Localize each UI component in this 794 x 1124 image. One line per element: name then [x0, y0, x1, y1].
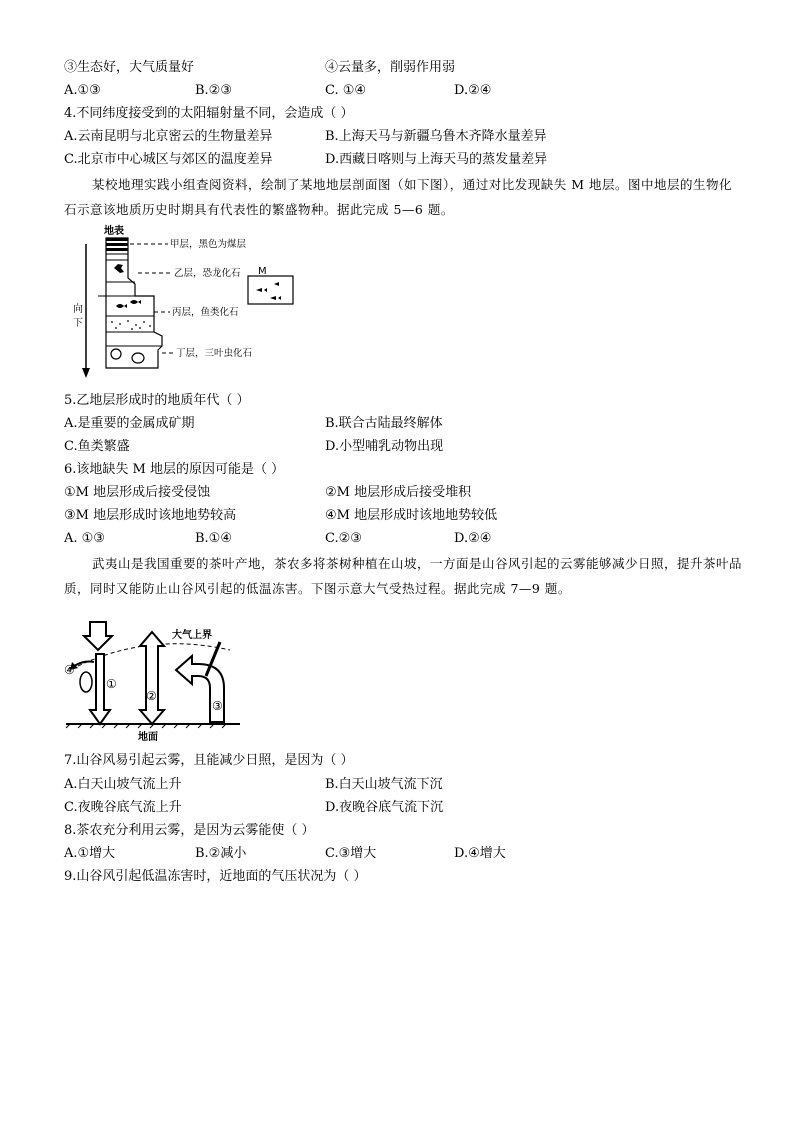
q6-stem: 6.该地缺失 M 地层的原因可能是（ ）	[64, 462, 285, 477]
layer-ding-label: 丁层，三叶虫化石	[176, 348, 253, 359]
q6-option-2: ②M 地层形成后接受堆积	[325, 485, 472, 500]
strata-profile-figure	[70, 224, 310, 380]
q5-choice-c[interactable]: C.鱼类繁盛	[64, 439, 130, 454]
m-layer-box	[248, 276, 293, 304]
atmosphere-heating-figure	[60, 612, 250, 742]
layer-yi-label: 乙层，恐龙化石	[174, 268, 241, 279]
down-label-1: 向	[73, 304, 83, 315]
arrow-3-label: ③	[212, 699, 223, 713]
q8-stem: 8.茶农充分利用云雾，是因为云雾能使（ ）	[64, 823, 315, 838]
q5-choice-d[interactable]: D.小型哺乳动物出现	[325, 439, 444, 454]
q3-option-4: ④云量多，削弱作用弱	[325, 60, 456, 75]
arrow-2-label: ②	[146, 689, 157, 703]
arrow-2	[140, 632, 164, 724]
m-layer-label: M	[258, 266, 267, 277]
q7-choice-b[interactable]: B.白天山坡气流下沉	[325, 777, 443, 792]
q8-choice-c[interactable]: C.③增大	[325, 846, 377, 861]
q7-choice-c[interactable]: C.夜晚谷底气流上升	[64, 800, 182, 815]
q7-stem: 7.山谷风易引起云雾，且能减少日照，是因为（ ）	[64, 753, 354, 768]
solar-radiation-arrow	[84, 622, 112, 650]
q4-choice-d[interactable]: D.西藏日喀则与上海天马的蒸发量差异	[325, 152, 548, 167]
q6-choice-b[interactable]: B.①④	[195, 531, 232, 546]
q6-choice-c[interactable]: C.②③	[325, 531, 362, 546]
q5-choice-b[interactable]: B.联合古陆最终解体	[325, 416, 443, 431]
q7-choice-d[interactable]: D.夜晚谷底气流下沉	[325, 800, 444, 815]
q4-stem: 4.不同纬度接受到的太阳辐射量不同，会造成（ ）	[64, 106, 354, 121]
q9-stem: 9.山谷风引起低温冻害时，近地面的气压状况为（ ）	[64, 869, 367, 884]
q3-choice-b[interactable]: B.②③	[195, 83, 232, 98]
ground-label: 地面	[138, 732, 158, 742]
q6-choice-d[interactable]: D.②④	[454, 531, 492, 546]
cloud-icon	[80, 672, 92, 692]
q8-choice-d[interactable]: D.④增大	[454, 846, 506, 861]
q5-stem: 5.乙地层形成时的地质年代（ ）	[64, 393, 250, 408]
q7-choice-a[interactable]: A.白天山坡气流上升	[64, 777, 182, 792]
q4-choice-a[interactable]: A.云南昆明与北京密云的生物量差异	[64, 129, 273, 144]
down-label-2: 下	[73, 318, 83, 329]
q5-choice-a[interactable]: A.是重要的金属成矿期	[64, 416, 195, 431]
intro-7-9: 武夷山是我国重要的茶叶产地，茶农多将茶树种植在山坡，一方面是山谷风引起的云雾能够减少日照，提升茶叶品质，同时又能防止山谷风引起的低温冻害。下图示意大气受热过程。据此完成 7—9 题。	[64, 556, 743, 596]
layer-bing-label: 丙层，鱼类化石	[172, 307, 239, 318]
q6-option-4: ④M 地层形成时该地地势较低	[325, 508, 498, 523]
q6-option-3: ③M 地层形成时该地地势较高	[64, 508, 237, 523]
q8-choice-b[interactable]: B.②减小	[195, 846, 247, 861]
q4-choice-c[interactable]: C.北京市中心城区与郊区的温度差异	[64, 152, 273, 167]
atmosphere-top-label: 大气上界	[172, 630, 212, 641]
q6-option-1: ①M 地层形成后接受侵蚀	[64, 485, 211, 500]
layer-jia-label: 甲层，黑色为煤层	[170, 239, 247, 250]
q3-choice-d[interactable]: D.②④	[454, 83, 492, 98]
q4-choice-b[interactable]: B.上海天马与新疆乌鲁木齐降水量差异	[325, 129, 547, 144]
q3-option-3: ③生态好，大气质量好	[64, 60, 195, 75]
q8-choice-a[interactable]: A.①增大	[64, 846, 116, 861]
arrow-4-label: ④	[64, 663, 75, 677]
surface-label: 地表	[104, 226, 124, 237]
q3-choice-c[interactable]: C. ①④	[325, 83, 367, 98]
q6-choice-a[interactable]: A. ①③	[64, 531, 105, 546]
intro-5-6: 某校地理实践小组查阅资料，绘制了某地地层剖面图（如下图），通过对比发现缺失 M 地层。图中地层的生物化石示意该地质历史时期具有代表性的繁盛物种。据此完成 5—6 题。	[64, 177, 732, 217]
arrow-1-label: ①	[106, 677, 117, 691]
q3-choice-a[interactable]: A.①③	[64, 83, 101, 98]
